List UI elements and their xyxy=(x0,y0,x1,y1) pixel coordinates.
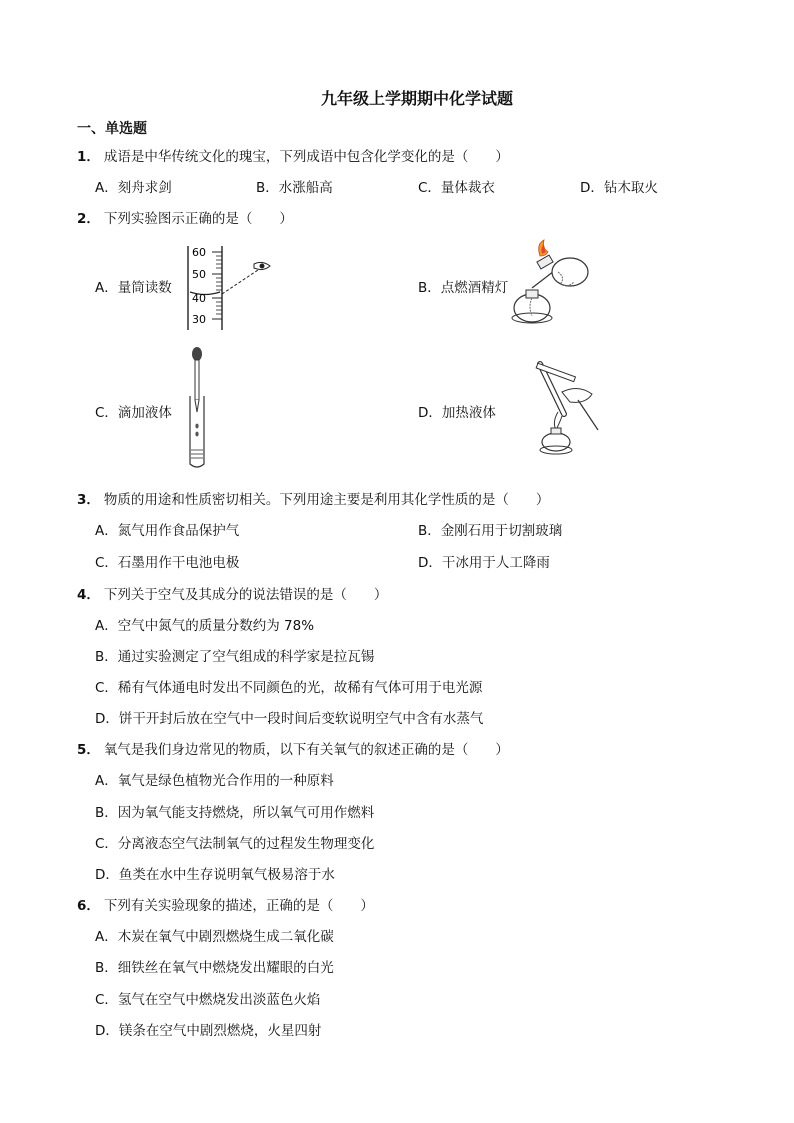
cylinder-tick-label: 50 xyxy=(192,268,206,281)
heating-tube-figure xyxy=(500,356,604,464)
option-2c[interactable]: C．滴加液体 xyxy=(95,405,172,421)
question-4 xyxy=(77,583,387,603)
question-3 xyxy=(77,488,549,508)
option-1b[interactable]: B．水涨船高 xyxy=(256,180,333,196)
question-number: 6． xyxy=(77,898,100,914)
graduated-cylinder-figure xyxy=(184,244,276,336)
question-number: 3． xyxy=(77,492,100,508)
option-5c[interactable]: C．分离液态空气法制氧气的过程发生物理变化 xyxy=(95,836,375,852)
option-2d[interactable]: D．加热液体 xyxy=(418,405,496,421)
question-stem: 氧气是我们身边常见的物质，以下有关氧气的叙述正确的是（ ） xyxy=(103,742,509,758)
question-number: 5． xyxy=(77,742,100,758)
page-title: 九年级上学期期中化学试题 xyxy=(320,89,513,108)
option-1c[interactable]: C．量体裁衣 xyxy=(418,180,495,196)
alcohol-lamp-figure xyxy=(510,238,594,338)
option-5a[interactable]: A．氧气是绿色植物光合作用的一种原料 xyxy=(95,773,334,789)
option-6c[interactable]: C．氢气在空气中燃烧发出淡蓝色火焰 xyxy=(95,992,321,1008)
section-heading: 一、单选题 xyxy=(77,121,147,137)
option-3a[interactable]: A．氮气用作食品保护气 xyxy=(95,523,240,539)
option-4d[interactable]: D．饼干开封后放在空气中一段时间后变软说明空气中含有水蒸气 xyxy=(95,711,484,727)
dropper-tube-figure xyxy=(186,346,214,476)
option-1d[interactable]: D．钻木取火 xyxy=(580,180,658,196)
question-stem: 下列关于空气及其成分的说法错误的是（ ） xyxy=(103,587,388,603)
question-stem: 下列实验图示正确的是（ ） xyxy=(103,211,293,227)
option-4b[interactable]: B．通过实验测定了空气组成的科学家是拉瓦锡 xyxy=(95,649,375,665)
option-5d[interactable]: D．鱼类在水中生存说明氧气极易溶于水 xyxy=(95,867,335,883)
cylinder-tick-label: 30 xyxy=(192,313,206,326)
cylinder-tick-label: 40 xyxy=(192,292,206,305)
option-2a[interactable]: A．量筒读数 xyxy=(95,280,172,296)
option-6d[interactable]: D．镁条在空气中剧烈燃烧，火星四射 xyxy=(95,1023,322,1039)
question-number: 2． xyxy=(77,211,100,227)
question-2 xyxy=(77,207,293,227)
option-3c[interactable]: C．石墨用作干电池电极 xyxy=(95,555,240,571)
option-6b[interactable]: B．细铁丝在氧气中燃烧发出耀眼的白光 xyxy=(95,960,334,976)
option-2b[interactable]: B．点燃酒精灯 xyxy=(418,280,509,296)
question-stem: 物质的用途和性质密切相关。下列用途主要是利用其化学性质的是（ ） xyxy=(103,492,550,508)
question-6 xyxy=(77,894,374,914)
question-number: 4． xyxy=(77,587,100,603)
question-number: 1． xyxy=(77,149,100,165)
question-1 xyxy=(77,145,509,165)
option-3b[interactable]: B．金刚石用于切割玻璃 xyxy=(418,523,563,539)
cylinder-tick-label: 60 xyxy=(192,246,206,259)
option-6a[interactable]: A．木炭在氧气中剧烈燃烧生成二氧化碳 xyxy=(95,929,334,945)
question-stem: 下列有关实验现象的描述，正确的是（ ） xyxy=(103,898,374,914)
question-5 xyxy=(77,738,509,758)
option-4a[interactable]: A．空气中氮气的质量分数约为 78% xyxy=(95,618,315,634)
option-5b[interactable]: B．因为氧气能支持燃烧，所以氧气可用作燃料 xyxy=(95,805,375,821)
option-1a[interactable]: A．刻舟求剑 xyxy=(95,180,172,196)
option-3d[interactable]: D．干冰用于人工降雨 xyxy=(418,555,550,571)
option-4c[interactable]: C．稀有气体通电时发出不同颜色的光，故稀有气体可用于电光源 xyxy=(95,680,483,696)
question-stem: 成语是中华传统文化的瑰宝，下列成语中包含化学变化的是（ ） xyxy=(103,149,509,165)
